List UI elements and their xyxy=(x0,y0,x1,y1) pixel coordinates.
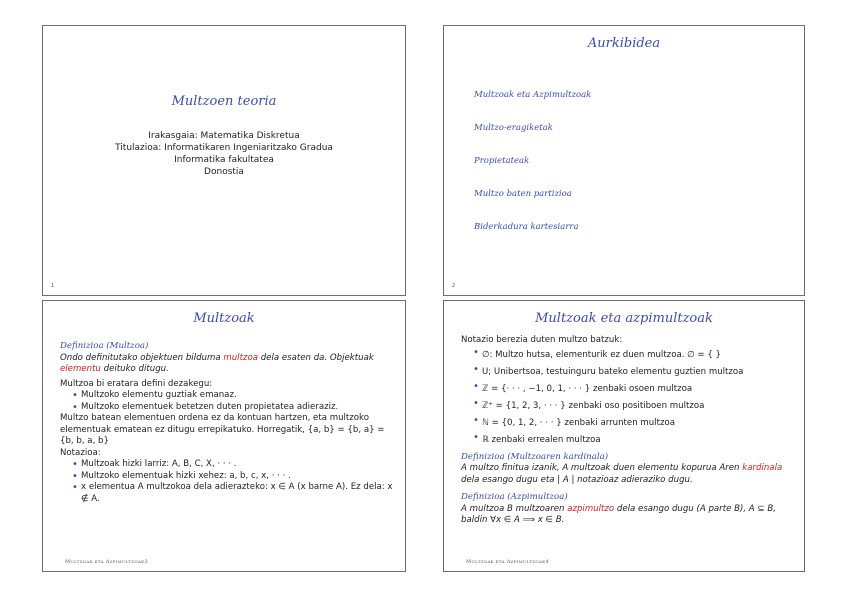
list-item: • ∅: Multzo hutsa, elementurik ez duen multzoa. ∅ = { } xyxy=(473,347,792,364)
toc-item[interactable]: Biderkadura kartesiarra xyxy=(474,222,579,232)
bullet-list xyxy=(60,459,393,505)
slide-2 xyxy=(443,25,805,296)
slide-title: Multzoak eta azpimultzoak xyxy=(535,311,713,326)
definition-title: Definizioa (Azpimultzoa) xyxy=(461,492,568,502)
bullet-list xyxy=(461,347,792,449)
slide-title: Multzoak xyxy=(193,311,255,326)
slide-3 xyxy=(42,300,406,572)
paragraph: Notazio berezia duten multzo batzuk: xyxy=(461,335,623,345)
list-item: • ℕ = {0, 1, 2, · · · } zenbaki arrunten multzoa xyxy=(473,415,792,432)
definition-text: A multzo finitua izanik, A multzoak duen elementu kopurua Aren kardinala dela esango dugu eta | A | notazioaz adieraziko dugu. xyxy=(461,463,783,485)
toc-item[interactable]: Multzo baten partizioa xyxy=(474,189,572,199)
slide-4 xyxy=(443,300,805,572)
toc-item[interactable]: Multzoak eta Azpimultzoak xyxy=(474,90,592,100)
course-info xyxy=(43,130,405,178)
definition-text: A multzoa B multzoaren azpimultzo dela esango dugu (A parte B), A ⊆ B, baldin ∀x ∈ A ⟹ x ∈ B. xyxy=(461,503,776,525)
definition-text: Ondo definitutako objektuen bilduma multzoa dela esaten da. Objektuak elementu deituko ditugu. xyxy=(60,352,374,374)
slide-body xyxy=(60,341,393,505)
highlight-term: kardinala xyxy=(742,463,783,473)
list-item: • U; Unibertsoa, testuinguru bateko elementu guztien multzoa xyxy=(473,364,792,381)
list-item: • Multzoko elementuek betetzen duten propietatea adieraziz. xyxy=(72,402,393,414)
list-item: • x elementua A multzokoa dela adierazteko: x ∈ A (x barne A). Ez dela: x ∉ A. xyxy=(72,482,393,505)
list-item: • ℤ⁺ = {1, 2, 3, · · · } zenbaki oso positiboen multzoa xyxy=(473,398,792,415)
list-item: • ℝ zenbaki errealen multzoa xyxy=(473,432,792,449)
list-item: • Multzoko elementuak hizki xehez: a, b, c, x, · · · . xyxy=(72,471,393,483)
paragraph: Multzo batean elementuen ordena ez da kontuan hartzen, eta multzoko elementuak ematean ez ditugu errepikatuko. Horregatik, {a, b} = {b, a} = {b, b, a, b} xyxy=(60,413,385,446)
list-item: • ℤ = {· · · , −1, 0, 1, · · · } zenbaki osoen multzoa xyxy=(473,381,792,398)
page-number: 2 xyxy=(452,283,456,289)
slide-footer: Multzoak eta Azpimultzoak4 xyxy=(466,559,549,565)
slide-footer: Multzoak eta Azpimultzoak3 xyxy=(65,559,148,565)
paragraph: Multzoa bi eratara defini dezakegu: xyxy=(60,378,213,389)
highlight-term: multzoa xyxy=(223,352,258,363)
list-item: • Multzoak hizki larriz: A, B, C, X, · · · . xyxy=(72,459,393,471)
toc-item[interactable]: Propietateak xyxy=(474,156,530,166)
course-line: Irakasgaia: Matematika Diskretua xyxy=(148,131,300,141)
definition-title: Definizioa (Multzoaren kardinala) xyxy=(461,451,609,462)
slide-1 xyxy=(42,25,406,296)
city-line: Donostia xyxy=(204,167,244,177)
slide-body xyxy=(461,335,792,527)
highlight-term: elementu xyxy=(60,364,101,374)
bullet-list xyxy=(60,390,393,413)
toc-item[interactable]: Multzo-eragiketak xyxy=(474,123,553,133)
slide-title: Aurkibidea xyxy=(587,36,661,51)
paragraph: Notazioa: xyxy=(60,447,101,458)
degree-line: Titulazioa: Informatikaren Ingeniaritzako Gradua xyxy=(115,143,333,153)
page-number: 1 xyxy=(51,283,55,289)
slide-title: Multzoen teoria xyxy=(171,94,277,109)
list-item: • Multzoko elementu guztiak emanaz. xyxy=(72,390,393,402)
faculty-line: Informatika fakultatea xyxy=(174,155,274,165)
highlight-term: azpimultzo xyxy=(567,503,615,514)
definition-title: Definizioa (Multzoa) xyxy=(60,341,149,351)
